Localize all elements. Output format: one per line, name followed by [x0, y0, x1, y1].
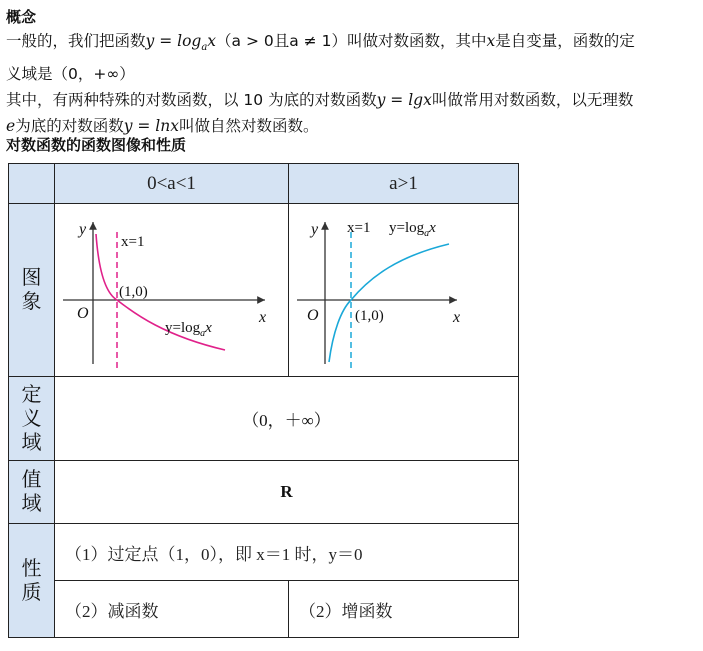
concept-paragraph — [6, 28, 698, 139]
section-heading: 对数函数的函数图像和性质 — [6, 136, 187, 154]
range-value: R — [55, 461, 519, 524]
origin-label: O — [307, 307, 319, 324]
asymptote-label: x=1 — [347, 220, 371, 236]
domain-value: （0，＋∞） — [55, 377, 519, 461]
concept-line-3: 其中，有两种特殊的对数函数，以 10 为底的对数函数y = lgx叫做常用对数函数，以无理数 — [6, 91, 634, 109]
col-header-a-greater-1: a>1 — [289, 164, 519, 204]
property-decreasing: （2）减函数 — [55, 581, 289, 638]
graph-decreasing — [55, 204, 289, 377]
concept-heading: 概念 — [6, 8, 37, 26]
asymptote-label: x=1 — [121, 234, 145, 250]
origin-label: O — [77, 305, 89, 322]
curve-label: $y=\log_ax$ — [389, 220, 436, 239]
log-curve-increasing — [329, 244, 449, 362]
concept-line-2: 义域是（0，+∞） — [6, 65, 135, 83]
concept-line-4: e为底的对数函数y = lnx叫做自然对数函数。 — [6, 117, 319, 135]
point-label: (1,0) — [119, 284, 148, 300]
properties-table — [8, 163, 519, 638]
x-axis-label: x — [453, 309, 461, 326]
log-graph-increasing — [289, 204, 519, 376]
y-axis-label: y — [79, 221, 87, 238]
log-graph-decreasing — [55, 204, 289, 376]
property-increasing: （2）增函数 — [289, 581, 519, 638]
graph-increasing — [289, 204, 519, 377]
y-axis-label: y — [311, 221, 319, 238]
row-header-graph: 图 象 — [9, 204, 55, 377]
table-corner — [9, 164, 55, 204]
x-axis-label: x — [259, 309, 267, 326]
curve-label: $y=\log_ax$ — [165, 320, 212, 339]
point-label: (1,0) — [355, 308, 384, 324]
row-header-domain: 定 义 域 — [9, 377, 55, 461]
row-header-range: 值 域 — [9, 461, 55, 524]
row-header-properties: 性 质 — [9, 524, 55, 638]
col-header-a-less-1: 0<a<1 — [55, 164, 289, 204]
concept-line-1: 一般的，我们把函数$y = \log_ax(a > 0$且a ≠ 1）叫做对数函数，其中x是自变量，函数的定 — [6, 32, 635, 53]
property-fixed-point: （1）过定点（1，0），即 x＝1 时，y＝0 — [55, 524, 519, 581]
